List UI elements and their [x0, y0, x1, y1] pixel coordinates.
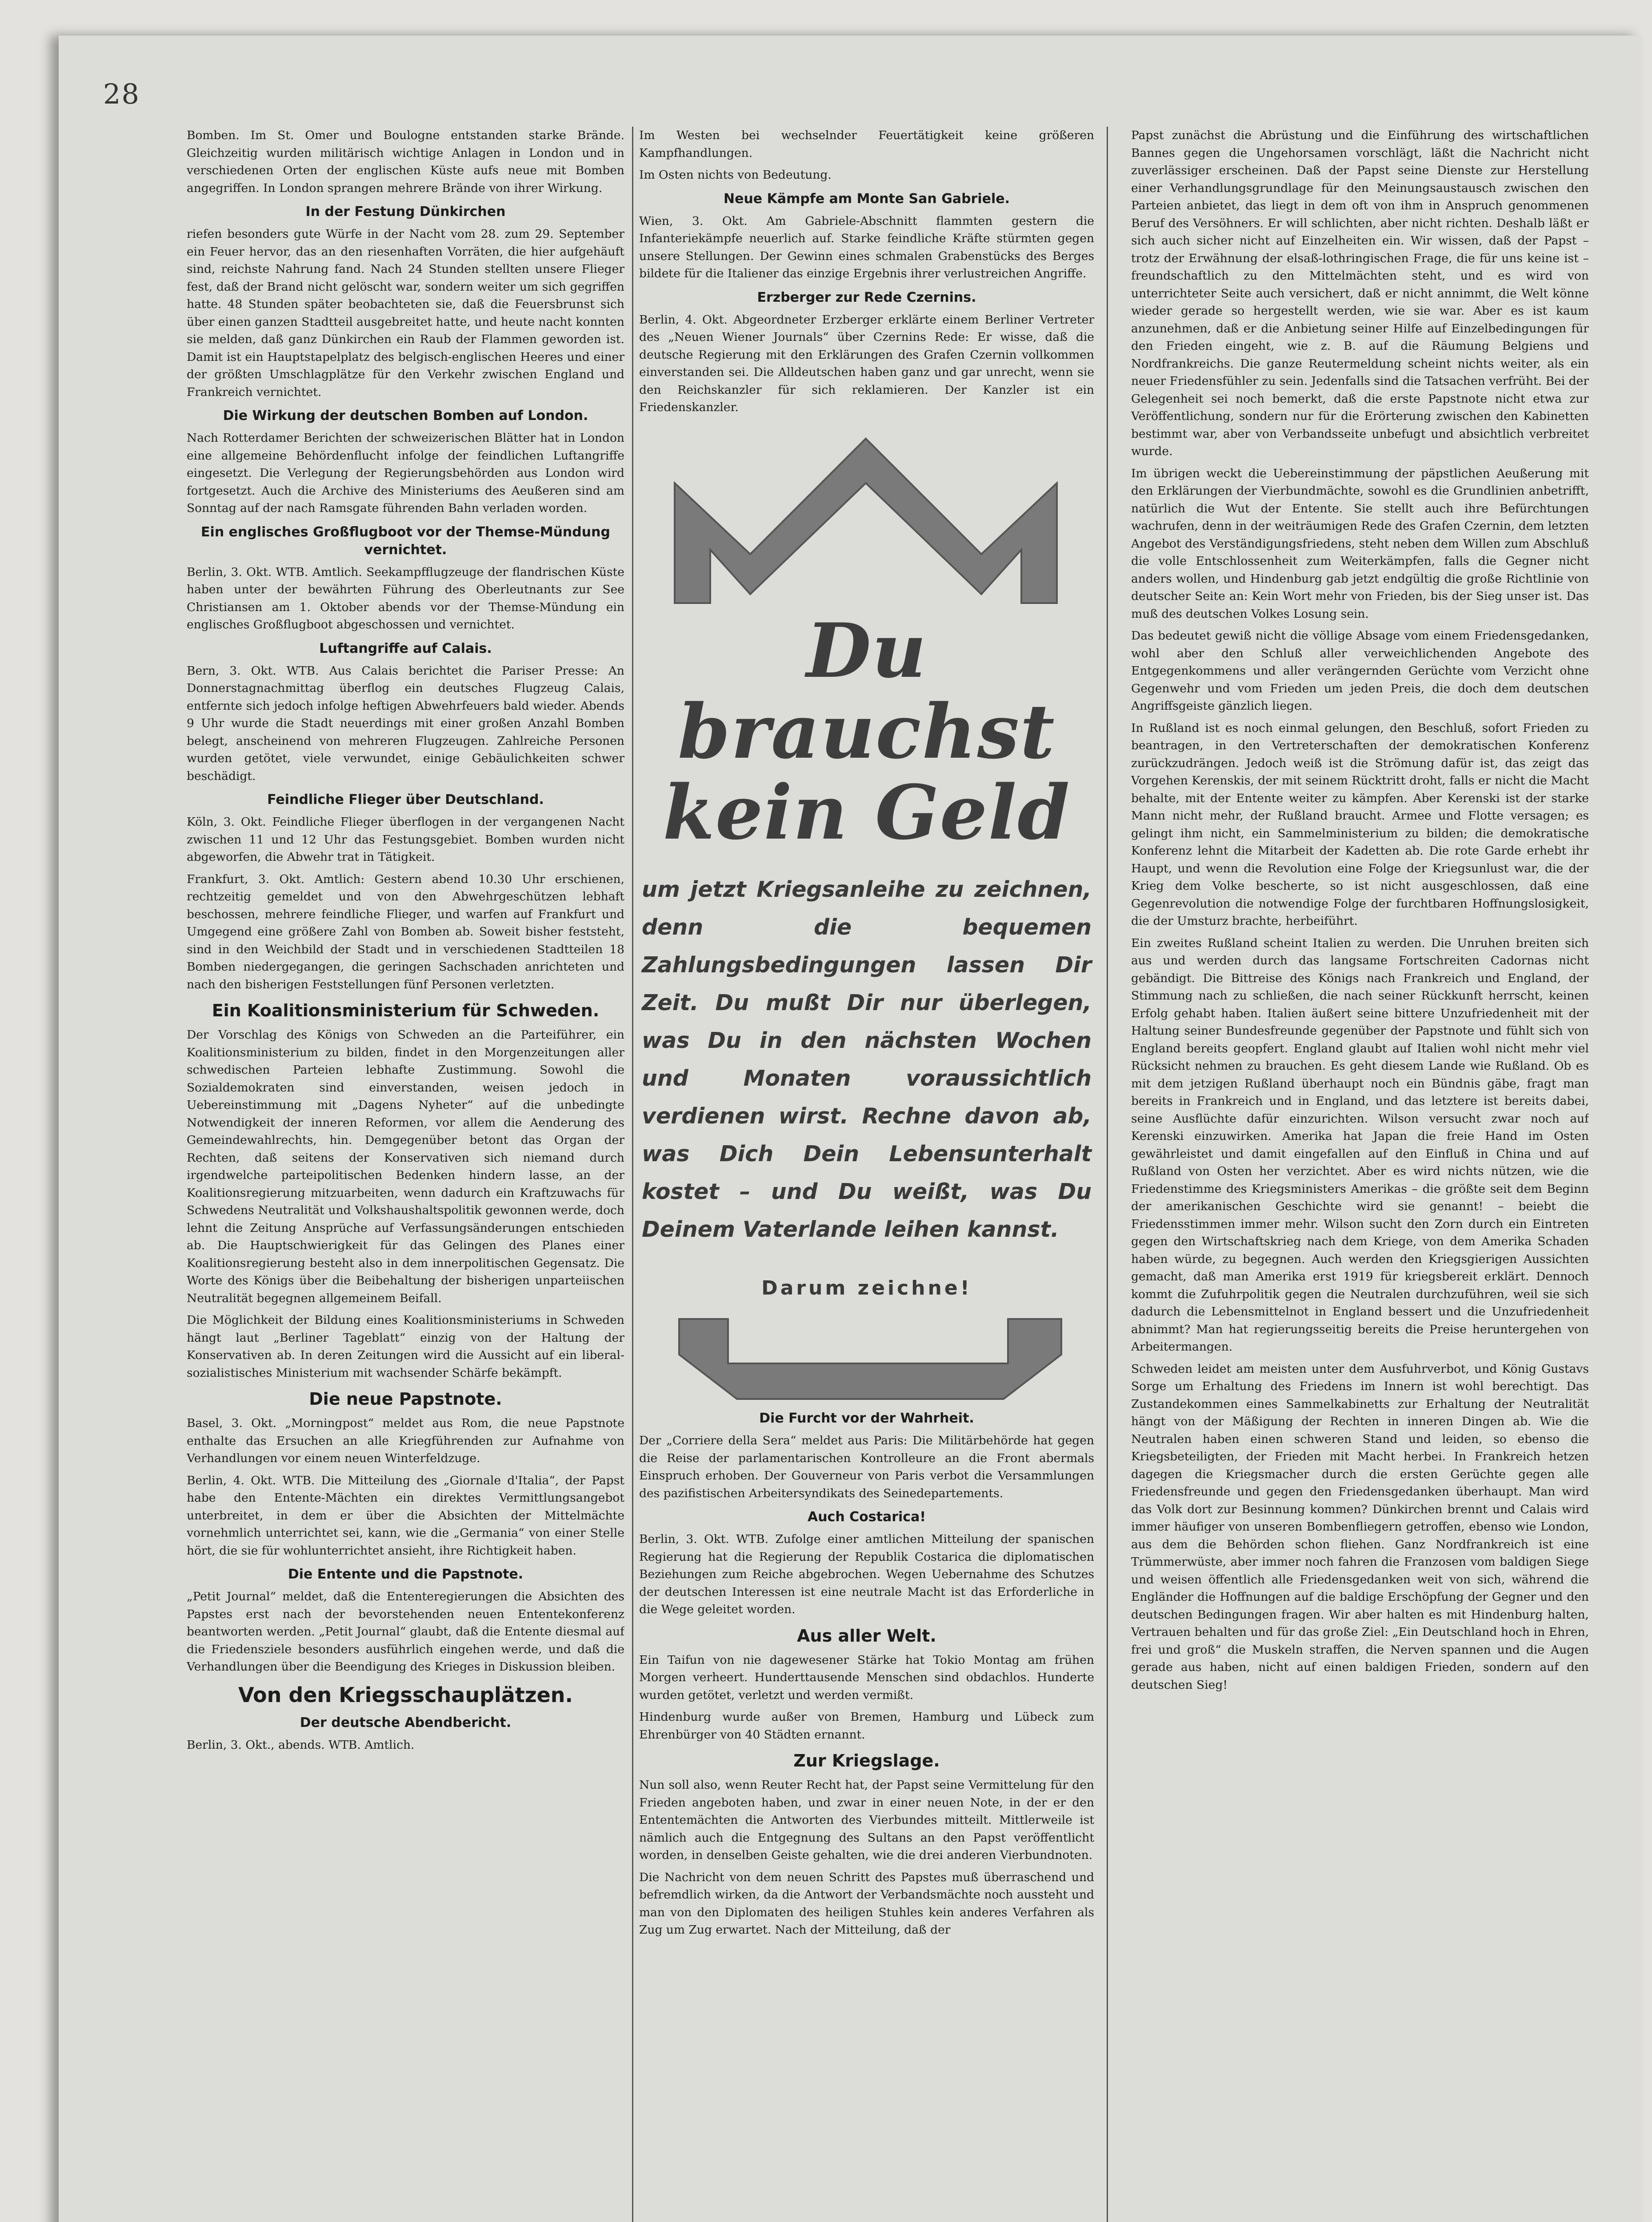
section-heading: Die Furcht vor der Wahrheit. [759, 1411, 974, 1426]
column-divider [632, 127, 633, 2222]
article-paragraph: Hindenburg wurde außer von Bremen, Hamburg und Lübeck zum Ehrenbürger von 40 Städten ernannt. [639, 1710, 1094, 1742]
article-paragraph: Berlin, 3. Okt. WTB. Amtlich. Seekampfflugzeuge der flandrischen Küste haben unter der bewährten Führung des Oberleutnants zur See Christiansen am 1. Oktober abends vor der Themse-Mündung ein englisches Großflugboot abgeschossen und vernichtet. [187, 565, 624, 631]
section-heading: Die neue Papstnote. [309, 1389, 502, 1409]
section-heading: Von den Kriegsschauplätzen. [238, 1682, 573, 1707]
article-paragraph: Ein zweites Rußland scheint Italien zu werden. Die Unruhen breiten sich aus und werden durch das langsame Fortschreiten Cadornas nicht gebändigt. Die Bittreise des Königs nach Frankreich und England, der Stimmung nach zu schließen, die nach seiner Rückkunft herrscht, keinen Erfolg gehabt haben. Italien äußert seine bittere Unzufriedenheit mit der Haltung seiner Bundesfreunde gegenüber der Papstnote und fühlt sich von England bereits geopfert. England glaubt auf Italien wohl nicht mehr viel Rücksicht nehmen zu brauchen. Es geht diesem Lande wie Rußland. Ob es mit dem jetzigen Rußland überhaupt noch ein Bündnis gäbe, fragt man bereits in Frankreich und in England, und das letztere ist bereits dabei, seine Ausflüchte dafür einzurichten. Wilson versucht zwar noch auf Kerenski einzuwirken. Amerika hat Japan die freie Hand im Osten gewährleistet und damit eingefallen auf den Einfluß in China und auf Rußland von Osten her verzichtet. Aber es wird nichts nützen, wie die Friedenstimme des Kriegsministers Amerikas – die größte seit dem Beginn der amerikanischen Geschichte wird sie genannt! – beiebt die Friedensstimmen immer mehr. Wilson sucht den Zorn durch ein Eintreten gegen den Wirtschaftskrieg nach dem Kriege, von dem Amerika Schaden haben würde, zu begegnen. Auch werden den Kriegsgierigen Aussichten gemacht, daß man Amerika erst 1919 für kriegsbereit erklärt. Dennoch kommt die Zufuhrpolitik gegen die Neutralen durchzuführen, weil sie sich dadurch die Lebensmittelnot in England bessert und die Unzufriedenheit abnimmt? Man hat regierungsseitig bereits die Preise heruntergehen von Arbeitermangen. [1131, 936, 1589, 1354]
section-heading: Auch Costarica! [807, 1509, 926, 1525]
page-number: 28 [103, 78, 140, 110]
section-heading: Ein Koalitionsministerium für Schweden. [212, 1001, 600, 1020]
ad-bottom-ornament [639, 1315, 1094, 1403]
section-heading: Ein englisches Großflugboot vor der Themse-Mündung vernichtet. [201, 524, 610, 558]
ad-headline: Du brauchst kein Geld [663, 606, 1071, 856]
column-divider [1107, 127, 1108, 2222]
column-right [1131, 127, 1589, 2222]
section-heading: Erzberger zur Rede Czernins. [757, 289, 976, 305]
article-paragraph: Nach Rotterdamer Berichten der schweizerischen Blätter hat in London eine allgemeine Behördenflucht infolge der feindlichen Luftangriffe eingesetzt. Die Verlegung der Regierungsbehörden aus London wird fortgesetzt. Auch die Archive des Ministeriums des Aeußeren sind am Sonntag auf der nach Ramsgate führenden Bahn verladen worden. [187, 431, 624, 515]
section-heading: Aus aller Welt. [797, 1626, 936, 1646]
article-paragraph: Der Vorschlag des Königs von Schweden an die Parteiführer, ein Koalitionsministerium zu bilden, findet in den Morgenzeitungen aller schwedischen Parteien lebhafte Zustimmung. Sowohl die Sozialdemokraten sind einverstanden, weisen jedoch in Uebereinstimmung mit „Dagens Nyheter“ auf die unbedingte Notwendigkeit der inneren Reformen, vor allem die Aenderung des Gemeindewahlrechts, hin. Demgegenüber betont das Organ der Rechten, daß seitens der Konservativen sich niemand durch irgendwelche parteipolitischen Bedenken hindern lasse, an der Koalitionsregierung mitzuarbeiten, wenn dadurch ein Kraftzuwachs für Schwedens Neutralität und Volkshaushaltspolitik gewonnen werde, doch lehnt die Zeitung Ansprüche auf Verfassungsänderungen entschieden ab. Die Hauptschwierigkeit für das Gelingen des Planes einer Koalitionsregierung besteht also in dem innerpolitischen Gegensatz. Die Worte des Königs über die Beibehaltung der bisherigen unparteiischen Neutralität begegnen allgemeinem Beifall. [187, 1028, 624, 1305]
article-paragraph: riefen besonders gute Würfe in der Nacht vom 28. zum 29. September ein Feuer hervor, das an den riesenhaften Vorräten, die hier aufgehäuft sind, reichste Nahrung fand. Nach 24 Stunden stellten unsere Flieger fest, daß der Brand nicht gelöscht war, sondern weiter um sich gegriffen hatte. 48 Stunden später beobachteten sie, daß die Feuersbrunst sich über einen ganzen Stadtteil ausgebreitet hatte, und heute nacht konnten sie melden, daß ganz Dünkirchen ein Raub der Flammen geworden ist. Damit ist ein Hauptstapelplatz des belgisch-englischen Heeres und einer der größten Umschlagplätze für den Verkehr zwischen England und Frankreich vernichtet. [187, 227, 624, 399]
article-paragraph: Köln, 3. Okt. Feindliche Flieger überflogen in der vergangenen Nacht zwischen 11 und 12 Uhr das Festungsgebiet. Bomben wurden nicht abgeworfen, die Abwehr trat in Tätigkeit. [187, 815, 624, 864]
ad-top-crown-ornament [639, 430, 1094, 607]
section-heading: Zur Kriegslage. [793, 1751, 940, 1770]
article-paragraph: „Petit Journal“ meldet, daß die Ententeregierungen die Absichten des Papstes erst nach der bevorstehenden neuen Ententekonferenz beantworten werden. „Petit Journal“ glaubt, daß die Entente diesmal auf die Friedensziele besonders ausführlich eingehen werde, und daß die Verhandlungen über die Beendigung des Krieges in Diskussion bleiben. [187, 1590, 624, 1674]
article-paragraph: Berlin, 4. Okt. WTB. Die Mitteilung des „Giornale d'Italia“, der Papst habe den Entente-Mächten ein direktes Vermittlungsangebot unterbreitet, in dem er über die Absichten der Mittelmächte vornehmlich unterrichtet sei, kann, wie die „Germania“ von einer Stelle hört, die sie für wohlunterrichtet ansieht, ihre Richtigkeit haben. [187, 1473, 624, 1558]
article-paragraph: Berlin, 3. Okt. WTB. Zufolge einer amtlichen Mitteilung der spanischen Regierung hat die Regierung der Republik Costarica die diplomatischen Beziehungen zum Reiche abgebrochen. Wegen Uebernahme des Schutzes der deutschen Interessen ist eine neutrale Macht ist das Erforderliche in die Wege geleitet worden. [639, 1532, 1094, 1616]
war-bond-advertisement [639, 430, 1094, 1404]
article-paragraph: Basel, 3. Okt. „Morningpost“ meldet aus Rom, die neue Papstnote enthalte das Ersuchen an alle Kriegführenden zur Aufnahme von Verhandlungen vor einem neuen Winterfeldzuge. [187, 1416, 624, 1465]
article-paragraph: Im übrigen weckt die Uebereinstimmung der päpstlichen Aeußerung mit den Erklärungen der Vierbundmächte, sowohl es die Grundlinien anbetrifft, natürlich die Wut der Entente. Sie stellt auch ihre Befürchtungen wachrufen, denn in der weiträumigen Rede des Grafen Czernin, dem letzten Angebot des Verständigungsfriedens, steht neben dem Willen zum Abschluß die volle Entschlossenheit zum Weiterkämpfen, falls die Gegner nicht anders wollen, und Hindenburg gab jetzt endgültig die große Richtlinie von deutscher Seite an: Kein Wort mehr von Frieden, bis der Sieg unser ist. Das muß des deutschen Volkes Losung sein. [1131, 466, 1589, 621]
article-paragraph: Berlin, 4. Okt. Abgeordneter Erzberger erklärte einem Berliner Vertreter des „Neuen Wiener Journals“ über Czernins Rede: Er wisse, daß die deutsche Regierung mit den Erklärungen des Grafen Czernin vollkommen einverstanden sei. Die Alldeutschen haben ganz und gar unrecht, wenn sie den Reichskanzler für sich reklamieren. Der Kanzler ist ein Friedenskanzler. [639, 312, 1094, 414]
article-paragraph: Das bedeutet gewiß nicht die völlige Absage vom einem Friedensgedanken, wohl aber den Schluß aller verweichlichenden Angebote des Entgegenkommens und aller verängernden Gerüchte vom Verzicht ohne Gegenwehr und vom Frieden um jeden Preis, die doch dem deutschen Angriffsgeiste gänzlich liegen. [1131, 629, 1589, 713]
section-heading: Die Wirkung der deutschen Bomben auf London. [223, 408, 588, 424]
article-paragraph: Papst zunächst die Abrüstung und die Einführung des wirtschaftlichen Bannes gegen die Ungehorsamen vorschlägt, läßt die Nachricht nicht zuverlässiger erscheinen. Daß der Papst seine Dienste zur Herstellung einer Verhandlungsgrundlage für den Meinungsaustausch zwischen den Parteien anbietet, das liegt in dem oft von ihm in Anspruch genommenen Beruf des Versöhners. Er will schlichten, aber nicht richten. Deshalb läßt er sich auch sicher nicht auf Einzelheiten ein. Wir wissen, daß der Papst – trotz der Erwähnung der elsaß-lothringischen Frage, die für uns keine ist – freundschaftlich zu den Mittelmächten steht, und es wird von unterrichteter Seite auch versichert, daß er nicht annimmt, die Welt könne wieder gerade so hergestellt werden, wie sie war. Aber es ist kaum anzunehmen, daß er die Anbietung seiner Hilfe auf Einzelbedingungen für den Frieden eingeht, wie z. B. auf die Räumung Belgiens und Nordfrankreichs. Die ganze Reutermeldung scheint nichts weiter, als ein neuer Friedensfühler zu sein. Jedenfalls sind die Tatsachen verfrüht. Bei der Gelegenheit sei noch bemerkt, daß die erste Papstnote nicht etwa zur Veröffentlichung, sondern nur für die Erörterung zwischen den Kabinetten bestimmt war, aber von Verbandsseite unbefugt und absichtlich verbreitet wurde. [1131, 128, 1589, 458]
section-heading: Die Entente und die Papstnote. [288, 1567, 524, 1582]
section-subheading: Der deutsche Abendbericht. [300, 1714, 512, 1730]
article-paragraph: Schweden leidet am meisten unter dem Ausfuhrverbot, und König Gustavs Sorge um Erhaltung des Friedens im Innern ist wohl berechtigt. Das Zustandekommen eines Sammelkabinetts zur Erhaltung der Neutralität hängt von der Mäßigung der Rechten in inneren Dingen ab. Wie die Neutralen haben einen schweren Stand und leiden, so ebenso die Kriegsbeteiligten, der Frieden mit Macht herbei. In Frankreich hetzen dagegen die Kriegsmacher durch die ersten Gerüchte gegen alle Friedensfreunde und gegen den Friedensgedanken überhaupt. Man wird das Volk dort zur Besinnung kommen? Dünkirchen brennt und Calais wird immer häufiger von unseren Bombenfliegern getroffen, ebenso wie London, aus dem die Behörden schon fliehen. Ganz Nordfrankreich ist eine Trümmerwüste, aber immer noch fahren die Franzosen vom baldigen Siege und weisen öffentlich alle Friedensgedanken weit von sich, während die Engländer die Hoffnungen auf die baldige Erschöpfung der Gegner und den deutschen Bedingungen fragen. Wir aber halten es mit Hindenburg halten, Vertrauen behalten und für das große Ziel: „Ein Deutschland hoch in Ehren, frei und groß“ die Muskeln straffen, die Nerven spannen und die Augen gerade aus haben, nicht auf einen baldigen Frieden, sondern auf den deutschen Sieg! [1131, 1362, 1589, 1692]
article-paragraph: Die Möglichkeit der Bildung eines Koalitionsministeriums in Schweden hängt laut „Berliner Tageblatt“ einzig von der Haltung der Konservativen ab. In deren Zeitungen wird die Aussicht auf ein liberal-sozialistisches Ministerium mit wachsender Schärfe bekämpft. [187, 1313, 624, 1380]
article-paragraph: Berlin, 3. Okt., abends. WTB. Amtlich. [187, 1738, 415, 1752]
article-paragraph: Nun soll also, wenn Reuter Recht hat, der Papst seine Vermittelung für den Frieden angeboten haben, und zwar in einer neuen Note, in der er den Ententemächten die Antworten des Vierbundes mitteilt. Mittlerweile ist nämlich auch die Entgegnung des Sultans an den Papst veröffentlicht worden, in denselben Geiste gehalten, wie die drei anderen Vierbundnoten. [639, 1778, 1094, 1862]
article-paragraph: Bern, 3. Okt. WTB. Aus Calais berichtet die Pariser Presse: An Donnerstagnachmittag überflog ein deutsches Flugzeug Calais, entfernte sich jedoch infolge heftigen Abwehrfeuers bald wieder. Abends 9 Uhr wurde die Stadt neuerdings mit einer großen Anzahl Bomben belegt, anscheinend von mehreren Flugzeugen. Zahlreiche Personen wurden getötet, viele verwundet, einige Gebäulichkeiten schwer beschädigt. [187, 663, 624, 783]
article-paragraph: Die Nachricht von dem neuen Schritt des Papstes muß überraschend und befremdlich wirken, da die Antwort der Verbandsmächte noch aussteht und man von den Diplomaten des heiligen Stuhles kein anderes Verfahren als Zug um Zug erwartet. Nach der Mitteilung, daß der [639, 1870, 1094, 1937]
article-paragraph: Im Osten nichts von Bedeutung. [639, 168, 832, 182]
article-paragraph: Im Westen bei wechselnder Feuertätigkeit keine größeren Kampfhandlungen. [639, 128, 1094, 160]
column-middle [639, 127, 1094, 2222]
article-paragraph: Frankfurt, 3. Okt. Amtlich: Gestern abend 10.30 Uhr erschienen, rechtzeitig gemeldet und von den Abwehrgeschützen lebhaft beschossen, mehrere feindliche Flieger, und warfen auf Frankfurt und Umgegend eine größere Zahl von Bomben ab. Soweit bisher feststeht, sind in den Weichbild der Stadt und in verschiedenen Stadtteilen 18 Bomben niedergegangen, die geringen Sachschaden anrichteten und nach den bisherigen Feststellungen fünf Personen verletzten. [187, 872, 624, 991]
section-heading: Neue Kämpfe am Monte San Gabriele. [723, 191, 1010, 207]
section-heading: Feindliche Flieger über Deutschland. [267, 792, 544, 807]
ad-slogan: Darum zeichne! [761, 1276, 972, 1299]
article-paragraph: Bomben. Im St. Omer und Boulogne entstanden starke Brände. Gleichzeitig wurden militärisch wichtige Anlagen in London und in verschiedenen Orten der englischen Küste aufs neue mit Bomben angegriffen. In London sprangen mehrere Brände von ihrer Wirkung. [187, 128, 624, 195]
article-paragraph: In Rußland ist es noch einmal gelungen, den Beschluß, sofort Frieden zu beantragen, in den Vertreterschaften der demokratischen Konferenz zurückzudrängen. Jedoch weiß ist die Strömung dafür ist, das zeigt das Vorgehen Kerenskis, der mit seinem Rücktritt droht, falls er nicht die Macht behalte, mit der Entente weiter zu kämpfen. Aber Kerenski ist der starke Mann nicht mehr, der Rußland braucht. Armee und Flotte versagen; es gelingt ihm nicht, ein Sammelministerium zu bilden; die demokratische Konferenz lehnt die Mitarbeit der Kadetten ab. Die rote Garde erhebt ihr Haupt, und wenn die Revolution eine Folge der Kriegsunlust war, die der Krieg dem Volke bescherte, so ist nicht ausgeschlossen, daß eine Gegenrevolution die notwendige Folge der furchtbaren Hoffnungslosigkeit, die der Umsturz brachte, herbeiführt. [1131, 721, 1589, 928]
article-paragraph: Ein Taifun von nie dagewesener Stärke hat Tokio Montag am frühen Morgen verheert. Hunderttausende Menschen sind obdachlos. Hunderte wurden getötet, verletzt und werden vermißt. [639, 1653, 1094, 1702]
article-paragraph: Der „Corriere della Sera“ meldet aus Paris: Die Militärbehörde hat gegen die Reise der parlamentarischen Kontrolleure an die Front abermals Einspruch erhoben. Der Gouverneur von Paris verbot die Versammlungen des pazifistischen Arbeitersyndikats des Seinedepartements. [639, 1434, 1094, 1500]
ad-body-text: um jetzt Kriegsanleihe zu zeichnen, denn die bequemen Zahlungsbedingungen lassen Dir Zeit. Du mußt Dir nur überlegen, was Du in den nächsten Wochen und Monaten voraussichtlich verdienen wirst. Rechne davon ab, was Dich Dein Lebensunterhalt kostet – und Du weißt, was Du Deinem Vaterlande leihen kannst. [642, 876, 1092, 1242]
article-paragraph: Wien, 3. Okt. Am Gabriele-Abschnitt flammten gestern die Infanteriekämpfe neuerlich auf. Starke feindliche Kräfte stürmten gegen unsere Stellungen. Der Gewinn eines schmalen Grabenstücks des Berges bildete für die Italiener das einzige Ergebnis ihrer verlustreichen Angriffe. [639, 214, 1094, 280]
section-heading: In der Festung Dünkirchen [305, 204, 506, 220]
section-heading: Luftangriffe auf Calais. [319, 640, 492, 656]
column-left [187, 127, 624, 2222]
